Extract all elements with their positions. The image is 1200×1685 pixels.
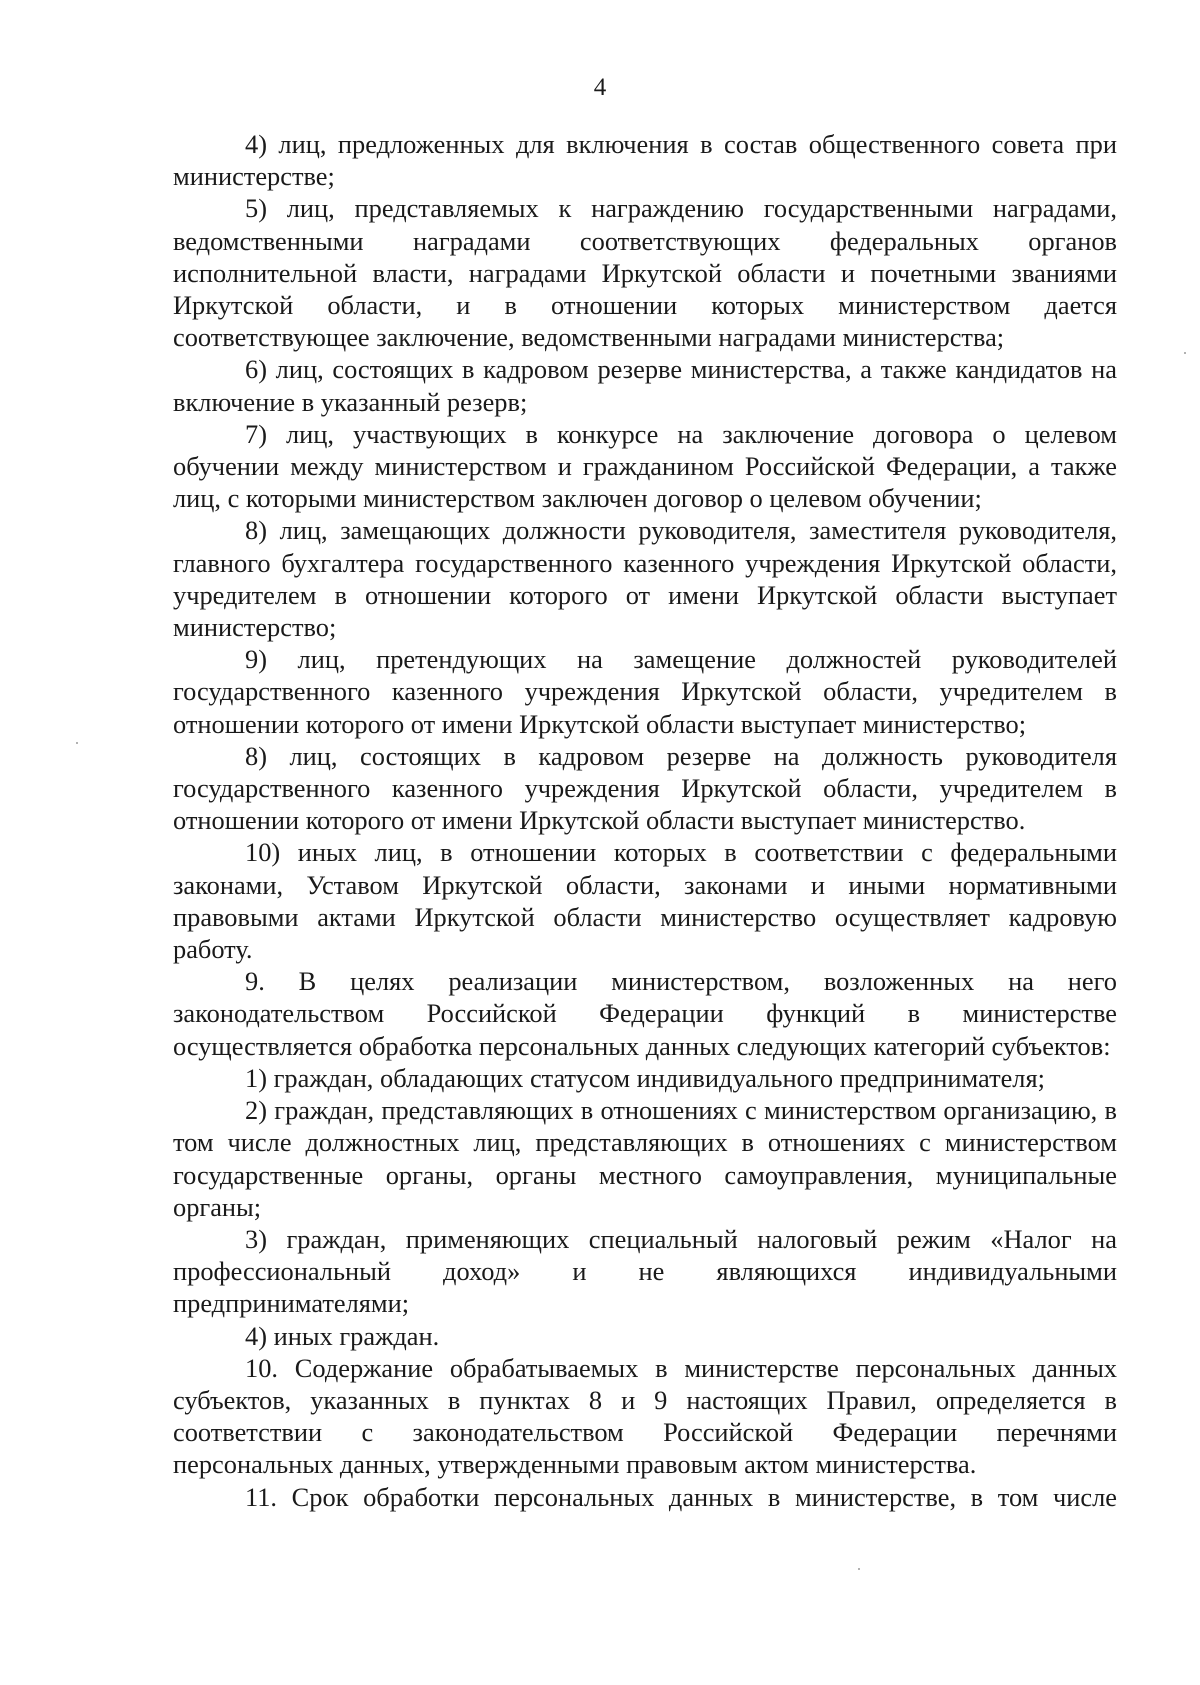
clause-9: 9. В целях реализации министерством, возложенных на него законодательством Российской Федерации функций в министерстве осуществляется обработка персональных данных следующих категорий субъектов: (173, 966, 1117, 1061)
clause-9-item-2: 2) граждан, представляющих в отношениях с министерством организацию, в том числе должностных лиц, представляющих в отношениях с министерством государственные органы, органы местного самоуправления, муниципальные органы; (173, 1095, 1117, 1222)
clause-9-item-3: 3) граждан, применяющих специальный налоговый режим «Налог на профессиональный доход» и не являющихся индивидуальными предпринимателями; (173, 1223, 1117, 1319)
page-number: 4 (593, 74, 607, 101)
list-item-8-managers: 8) лиц, замещающих должности руководителя, заместителя руководителя, главного бухгалтера государственного казенного учреждения Иркутской области, учредителем в отношении которого от имени Иркутской области выступает министерство; (173, 515, 1117, 643)
clause-9-item-1: 1) граждан, обладающих статусом индивидуального предпринимателя; (245, 1062, 1045, 1093)
document-body (173, 128, 1117, 1513)
scan-speck (76, 742, 78, 744)
clause-10: 10. Содержание обрабатываемых в министерстве персональных данных субъектов, указанных в пунктах 8 и 9 настоящих Правил, определяется в соответствии с законодательством Российской Федерации перечнями персональных данных, утвержденными правовым актом министерства. (173, 1352, 1117, 1480)
list-item-6-reserve: 6) лиц, состоящих в кадровом резерве министерства, а также кандидатов на включение в указанный резерв; (173, 354, 1117, 417)
scan-speck (1184, 352, 1186, 354)
clause-9-item-4: 4) иных граждан. (245, 1320, 440, 1351)
list-item-9-applicants: 9) лиц, претендующих на замещение должностей руководителей государственного казенного учреждения Иркутской области, учредителем в отношении которого от имени Иркутской области выступает министерство; (173, 644, 1117, 739)
list-item-8-manager-reserve: 8) лиц, состоящих в кадровом резерве на должность руководителя государственного казенного учреждения Иркутской области, учредителем в отношении которого от имени Иркутской области выступает министерство. (173, 740, 1117, 836)
list-item-5-awards: 5) лиц, представляемых к награждению государственными наградами, ведомственными наградами соответствующих федеральных органов исполнительной власти, наградами Иркутской области и почетными званиями Иркутской области, и в отношении которых министерством дается соответствующее заключение, ведомственными наградами министерства; (173, 193, 1117, 353)
list-item-4-council: 4) лиц, предложенных для включения в состав общественного совета при министерстве; (173, 129, 1117, 192)
list-item-7-training: 7) лиц, участвующих в конкурсе на заключение договора о целевом обучении между министерством и гражданином Российской Федерации, а также лиц, с которыми министерством заключен договор о целевом обучении; (173, 418, 1117, 514)
list-item-10-other-persons: 10) иных лиц, в отношении которых в соответствии с федеральными законами, Уставом Иркутской области, законами и иными нормативными правовыми актами Иркутской области министерство осуществляет кадровую работу. (173, 837, 1117, 965)
clause-11-start: 11. Срок обработки персональных данных в министерстве, в том числе (245, 1481, 1117, 1512)
scan-speck (858, 1568, 860, 1570)
